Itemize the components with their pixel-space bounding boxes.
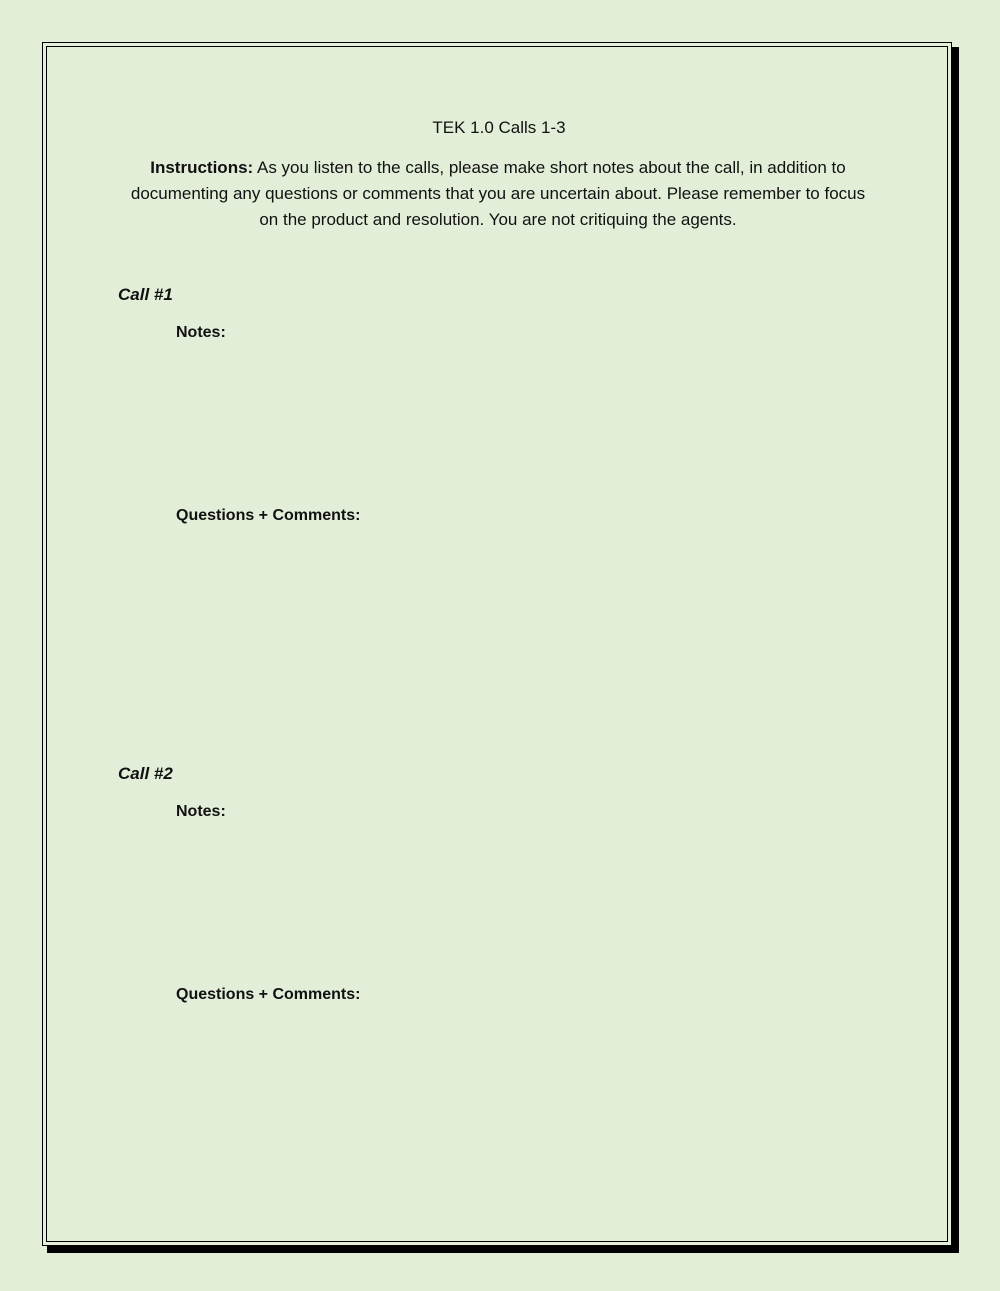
- instructions-lead: Instructions:: [150, 158, 254, 177]
- call-2-heading: Call #2: [118, 764, 173, 783]
- instructions-text: As you listen to the calls, please make short notes about the call, in addition to documenting any questions or comments that you are uncertain about. Please remember to focus on the product and resolution. You are not critiquing the agents.: [130, 158, 866, 229]
- call-1-heading: Call #1: [118, 285, 173, 304]
- document-title: TEK 1.0 Calls 1-3: [432, 118, 566, 137]
- call-2-questions-label: Questions + Comments:: [176, 986, 361, 1003]
- call-1-notes-label: Notes:: [176, 324, 226, 341]
- call-2-notes-label: Notes:: [176, 803, 226, 820]
- call-1-questions-label: Questions + Comments:: [176, 507, 361, 524]
- instructions-paragraph: [120, 155, 876, 233]
